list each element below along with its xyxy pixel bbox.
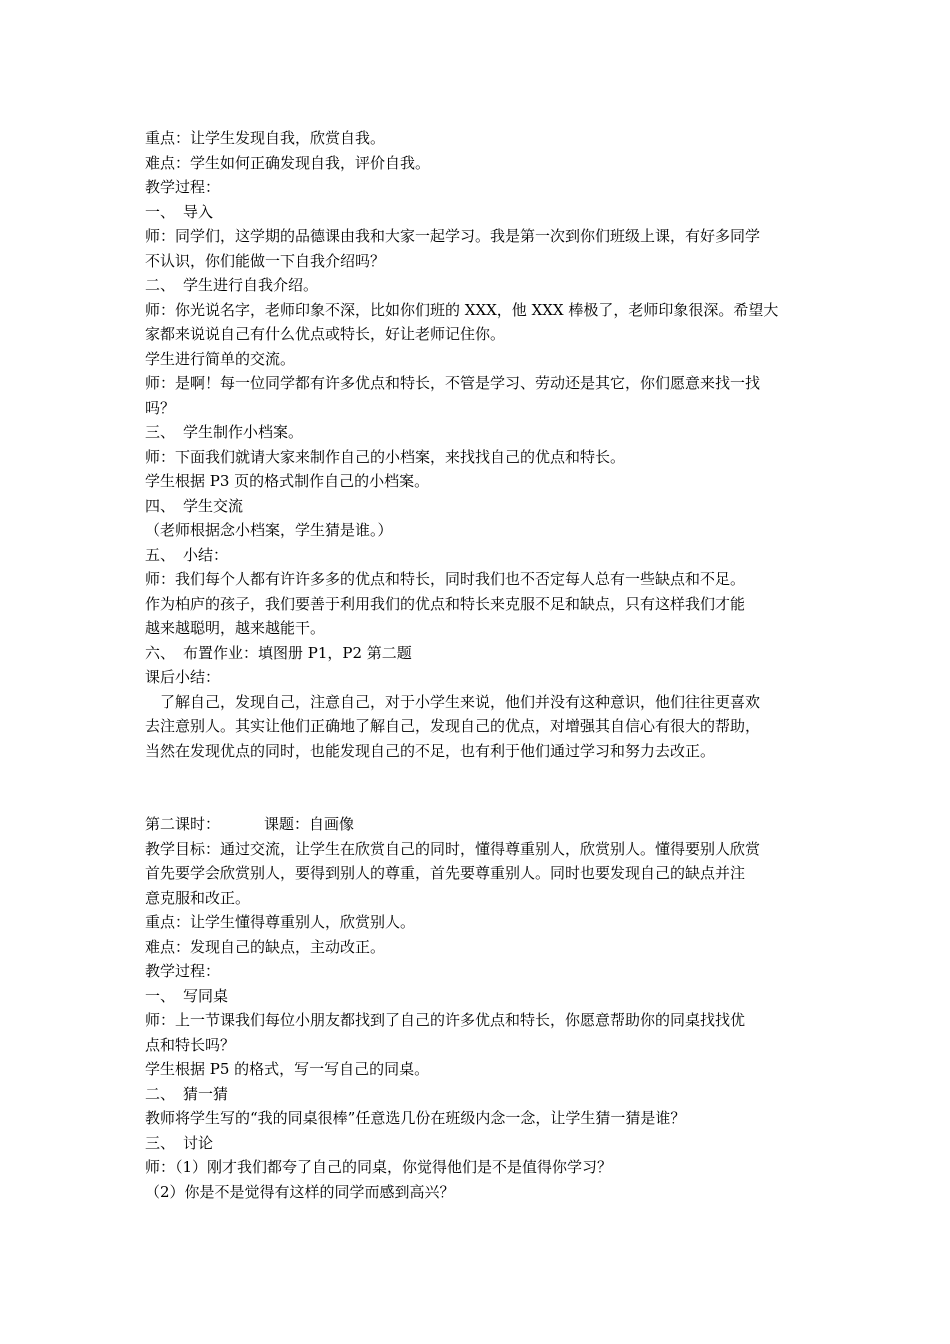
lesson2-header [145,812,810,837]
section-title: 猜一猜 [183,1084,229,1103]
section-title: 写同桌 [183,986,229,1005]
paragraph-line: 作为柏庐的孩子，我们要善于利用我们的优点和特长来克服不足和缺点，只有这样我们才能 [145,594,746,613]
lesson1-focus: 重点：让学生发现自我，欣赏自我。 [145,129,386,147]
lesson2-process-label: 教学过程： [145,962,221,980]
lesson2-section-3-heading [145,1131,810,1156]
paragraph-line: 师：你光说名字，老师印象不深，比如你们班的 XXX，他 XXX 棒极了，老师印象很深。希望大 [145,300,779,319]
paragraph-line: 学生进行简单的交流。 [145,349,296,368]
lesson1-section-6-heading [145,641,810,666]
lesson-topic: 课题：自画像 [264,815,355,833]
paragraph-line: 不认识，你们能做一下自我介绍吗？ [145,251,386,270]
paragraph-line: 点和特长吗？ [145,1035,236,1054]
section-number: 二、 [145,276,176,294]
section-number: 六、 [145,643,176,662]
paragraph-line: 去注意别人。其实让他们正确地了解自己，发现自己的优点，对增强其自信心有很大的帮助， [145,717,761,735]
lesson1-process-label: 教学过程： [145,178,221,196]
paragraph-line: 越来越聪明，越来越能干。 [145,619,326,637]
lesson1-reflection-label: 课后小结： [145,668,221,686]
section-number: 三、 [145,1133,176,1152]
section-number: 一、 [145,202,176,221]
lesson1-section-5-heading [145,543,810,568]
lesson2-section-2-heading [145,1082,810,1107]
lesson2-focus: 重点：让学生懂得尊重别人，欣赏别人。 [145,913,416,931]
lesson1-section-4-heading [145,494,810,519]
paragraph-line: 师：我们每个人都有许许多多的优点和特长，同时我们也不否定每人总有一些缺点和不足。 [145,570,746,588]
document-page [145,126,810,1204]
lesson2-difficulty: 难点：发现自己的缺点，主动改正。 [145,937,386,956]
paragraph-line: 意克服和改正。 [145,888,251,907]
lesson1-section-3-heading [145,420,810,445]
paragraph-line: 当然在发现优点的同时，也能发现自己的不足，也有利于他们通过学习和努力去改正。 [145,741,716,760]
paragraph-line: 师：同学们，这学期的品德课由我和大家一起学习。我是第一次到你们班级上课，有好多同学 [145,227,761,245]
paragraph-line: 家都来说说自己有什么优点或特长，好让老师记住你。 [145,325,506,343]
section-title: 讨论 [183,1133,214,1152]
paragraph-line: 师：是啊！每一位同学都有许多优点和特长，不管是学习、劳动还是其它，你们愿意来找一找 [145,374,761,392]
section-title: 学生进行自我介绍。 [183,276,319,294]
paragraph-line: 学生根据 P3 页的格式制作自己的小档案。 [145,472,430,490]
paragraph-line: 师：（1）刚才我们都夸了自己的同桌，你觉得他们是不是值得你学习？ [145,1158,613,1176]
paragraph-line: 学生根据 P5 的格式，写一写自己的同桌。 [145,1060,430,1078]
section-number: 二、 [145,1084,176,1103]
paragraph-line: 师：上一节课我们每位小朋友都找到了自己的许多优点和特长，你愿意帮助你的同桌找找优 [145,1011,746,1029]
paragraph-line: 了解自己，发现自己，注意自己，对于小学生来说，他们并没有这种意识，他们往往更喜欢 [160,692,761,711]
section-title: 学生制作小档案。 [183,423,304,441]
lesson1-section-1-heading [145,200,810,225]
section-number: 四、 [145,496,176,515]
paragraph-line: （2）你是不是觉得有这样的同学而感到高兴？ [145,1182,455,1201]
section-title: 导入 [183,202,214,221]
lesson2-section-1-heading [145,984,810,1009]
lesson1-section-2-heading [145,273,810,298]
paragraph-line: 教师将学生写的“我的同桌很棒”任意选几份在班级内念一念，让学生猜一猜是谁？ [145,1109,686,1127]
section-title: 布置作业：填图册 P1，P2 第二题 [183,643,412,662]
paragraph-line: 首先要学会欣赏别人，要得到别人的尊重，首先要尊重别人。同时也要发现自己的缺点并注 [145,864,746,882]
section-title: 小结： [183,545,229,564]
paragraph-line: 师：下面我们就请大家来制作自己的小档案，来找找自己的优点和特长。 [145,447,626,466]
section-spacer [145,763,810,812]
lesson-period: 第二课时： [145,815,221,833]
section-title: 学生交流 [183,496,244,515]
section-number: 三、 [145,423,176,441]
section-number: 一、 [145,986,176,1005]
paragraph-line: 教学目标：通过交流，让学生在欣赏自己的同时，懂得尊重别人，欣赏别人。懂得要别人欣赏 [145,839,761,858]
paragraph-line: （老师根据念小档案，学生猜是谁。） [145,521,393,539]
section-number: 五、 [145,545,176,564]
paragraph-line: 吗？ [145,398,176,417]
lesson1-difficulty: 难点：学生如何正确发现自我，评价自我。 [145,153,431,172]
